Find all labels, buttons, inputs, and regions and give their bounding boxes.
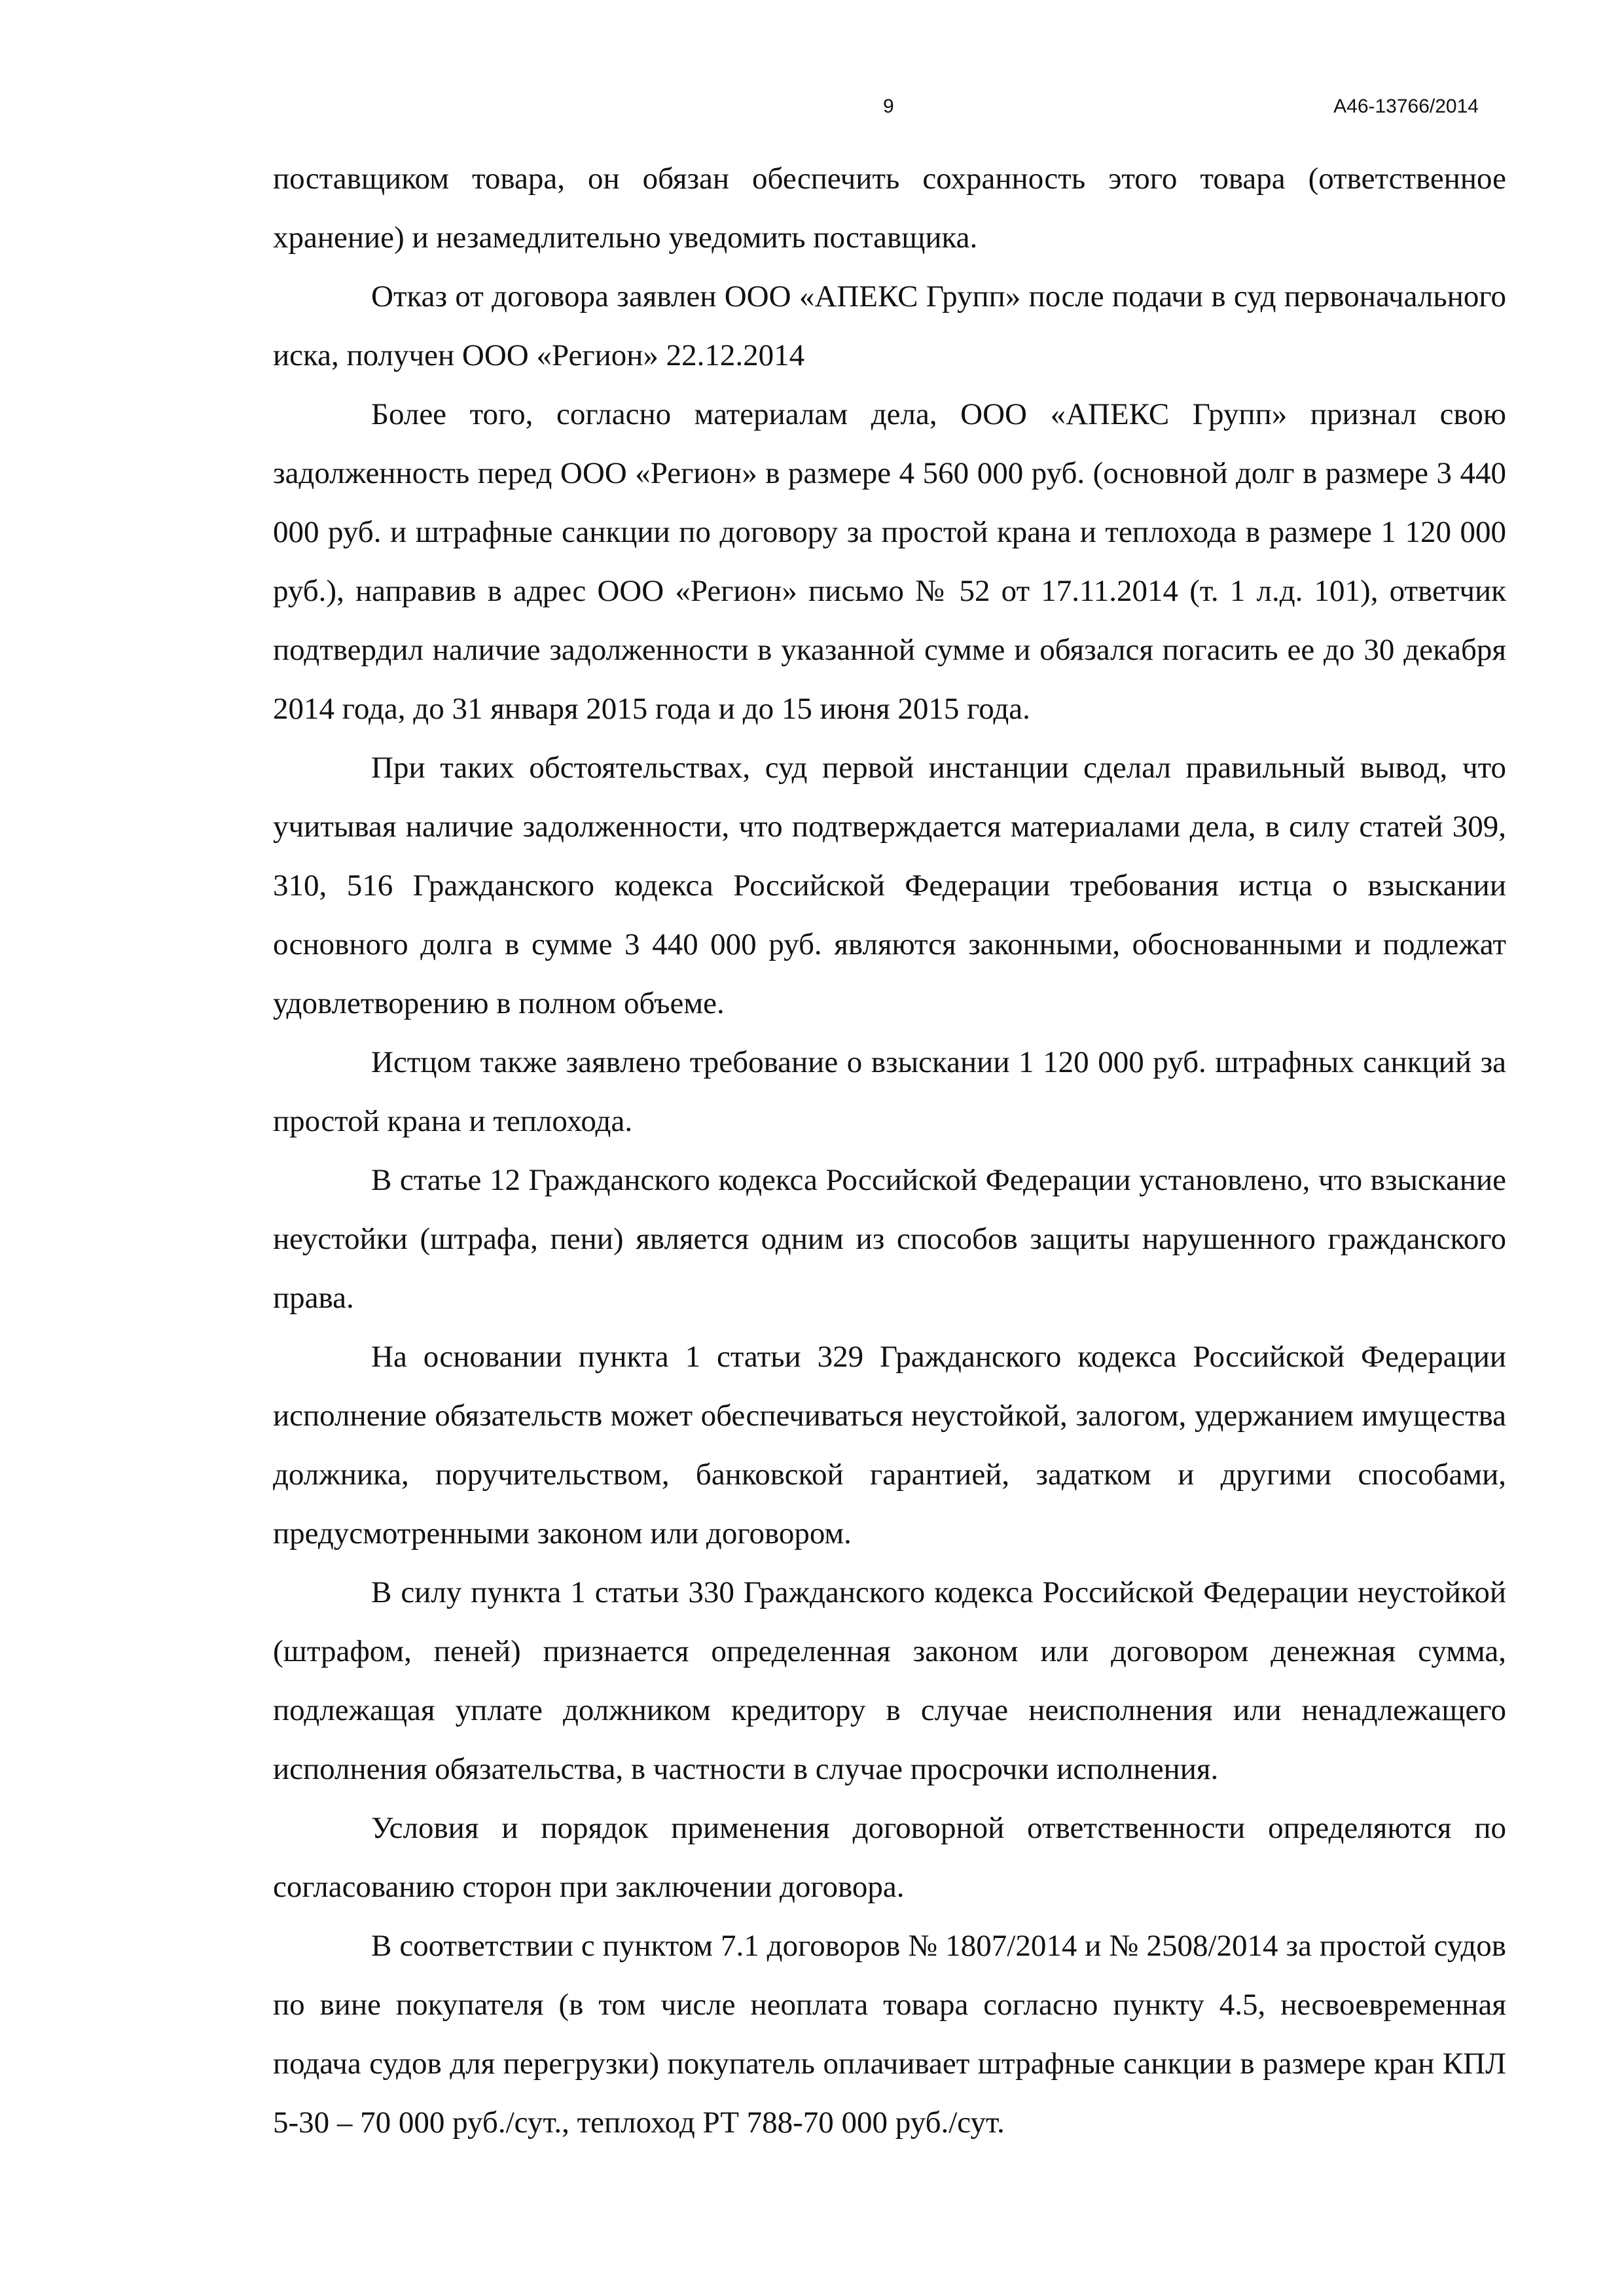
paragraph: При таких обстоятельствах, суд первой инстанции сделал правильный вывод, что учитывая наличие задолженности, что подтверждается материалами дела, в силу статей 309, 310, 516 Гражданского кодекса Российской Федерации требования истца о взыскании основного долга в сумме 3 440 000 руб. являются законными, обоснованными и подлежат удовлетворению в полном объеме. bbox=[273, 751, 1506, 1020]
paragraph: В соответствии с пунктом 7.1 договоров № 1807/2014 и № 2508/2014 за простой судов по вине покупателя (в том числе неоплата товара согласно пункту 4.5, несвоевременная подача судов для перегрузки) покупатель оплачивает штрафные санкции в размере кран КПЛ 5-30 – 70 000 руб./сут., теплоход РТ 788-70 000 руб./сут. bbox=[273, 1929, 1506, 2140]
paragraph: В силу пункта 1 статьи 330 Гражданского кодекса Российской Федерации неустойкой (штрафом, пеней) признается определенная законом или договором денежная сумма, подлежащая уплате должником кредитору в случае неисполнения или ненадлежащего исполнения обязательства, в частности в случае просрочки исполнения. bbox=[273, 1575, 1506, 1786]
paragraph: Истцом также заявлено требование о взыскании 1 120 000 руб. штрафных санкций за простой крана и теплохода. bbox=[273, 1045, 1506, 1138]
case-number: А46-13766/2014 bbox=[1333, 96, 1479, 117]
paragraph: Отказ от договора заявлен ООО «АПЕКС Групп» после подачи в суд первоначального иска, получен ООО «Регион» 22.12.2014 bbox=[273, 279, 1506, 372]
paragraph: В статье 12 Гражданского кодекса Российской Федерации установлено, что взыскание неустойки (штрафа, пени) является одним из способов защиты нарушенного гражданского права. bbox=[273, 1163, 1506, 1315]
page-number: 9 bbox=[883, 96, 894, 117]
paragraph: На основании пункта 1 статьи 329 Гражданского кодекса Российской Федерации исполнение обязательств может обеспечиваться неустойкой, залогом, удержанием имущества должника, поручительством, банковской гарантией, задатком и другими способами, предусмотренными законом или договором. bbox=[273, 1340, 1506, 1551]
paragraph: Более того, согласно материалам дела, ООО «АПЕКС Групп» признал свою задолженность перед ООО «Регион» в размере 4 560 000 руб. (основной долг в размере 3 440 000 руб. и штрафные санкции по договору за простой крана и теплохода в размере 1 120 000 руб.), направив в адрес ООО «Регион» письмо № 52 от 17.11.2014 (т. 1 л.д. 101), ответчик подтвердил наличие задолженности в указанной сумме и обязался погасить ее до 30 декабря 2014 года, до 31 января 2015 года и до 15 июня 2015 года. bbox=[273, 397, 1506, 726]
page-header bbox=[0, 96, 1624, 135]
document-body bbox=[273, 149, 1506, 2152]
paragraph-continuation: поставщиком товара, он обязан обеспечить сохранность этого товара (ответственное хранение) и незамедлительно уведомить поставщика. bbox=[273, 162, 1506, 255]
paragraph: Условия и порядок применения договорной ответственности определяются по согласованию сторон при заключении договора. bbox=[273, 1811, 1506, 1904]
